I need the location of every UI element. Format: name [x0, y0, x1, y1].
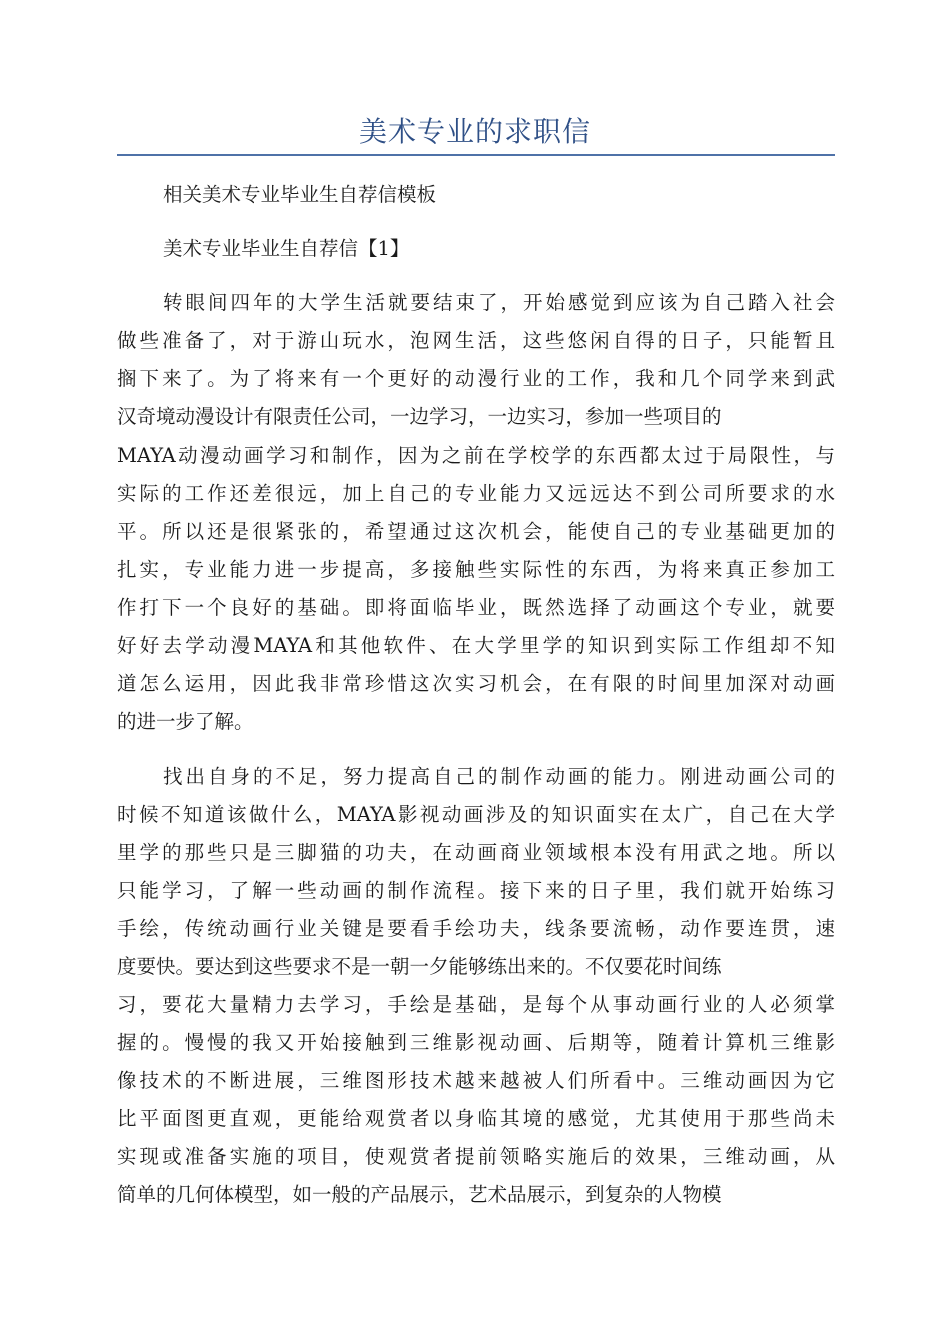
paragraph-line: 做些准备了，对于游山玩水，泡网生活，这些悠闲自得的日子，只能暂且 [117, 329, 835, 352]
paragraph-line: 简单的几何体模型，如一般的产品展示，艺术品展示，到复杂的人物模 [117, 1183, 722, 1206]
paragraph-line: 比平面图更直观，更能给观赏者以身临其境的感觉，尤其使用于那些尚未 [117, 1107, 835, 1130]
paragraph-line: MAYA动漫动画学习和制作，因为之前在学校学的东西都太过于局限性，与 [117, 444, 835, 467]
paragraph-line: 度要快。要达到这些要求不是一朝一夕能够练出来的。不仅要花时间练 [117, 955, 722, 978]
title-underline [117, 154, 835, 156]
paragraph-line: 找出自身的不足，努力提高自己的制作动画的能力。刚进动画公司的 [163, 765, 835, 788]
paragraph-line: 转眼间四年的大学生活就要结束了，开始感觉到应该为自己踏入社会 [163, 291, 835, 314]
paragraph-line: 里学的那些只是三脚猫的功夫，在动画商业领域根本没有用武之地。所以 [117, 841, 835, 864]
paragraph-line: 搁下来了。为了将来有一个更好的动漫行业的工作，我和几个同学来到武 [117, 367, 835, 390]
paragraph-line: 手绘，传统动画行业关键是要看手绘功夫，线条要流畅，动作要连贯，速 [117, 917, 835, 940]
paragraph-line: 实际的工作还差很远，加上自己的专业能力又远远达不到公司所要求的水 [117, 482, 835, 505]
paragraph-line: 像技术的不断进展，三维图形技术越来越被人们所看中。三维动画因为它 [117, 1069, 835, 1092]
subheading-template: 相关美术专业毕业生自荐信模板 [163, 183, 437, 206]
paragraph-line: 实现或准备实施的项目，使观赏者提前领略实施后的效果，三维动画，从 [117, 1145, 835, 1168]
paragraph-line: 好好去学动漫MAYA和其他软件、在大学里学的知识到实际工作组却不知 [117, 634, 835, 657]
paragraph-line: 平。所以还是很紧张的，希望通过这次机会，能使自己的专业基础更加的 [117, 520, 835, 543]
paragraph-line: 道怎么运用，因此我非常珍惜这次实习机会，在有限的时间里加深对动画 [117, 672, 835, 695]
paragraph-line: 扎实，专业能力进一步提高，多接触些实际性的东西，为将来真正参加工 [117, 558, 835, 581]
subheading-letter-1: 美术专业毕业生自荐信【1】 [163, 237, 410, 260]
document-title: 美术专业的求职信 [358, 115, 591, 148]
paragraph-line: 汉奇境动漫设计有限责任公司，一边学习，一边实习，参加一些项目的 [117, 405, 722, 428]
paragraph-line: 握的。慢慢的我又开始接触到三维影视动画、后期等，随着计算机三维影 [117, 1031, 835, 1054]
paragraph-line: 时候不知道该做什么，MAYA影视动画涉及的知识面实在太广，自己在大学 [117, 803, 835, 826]
paragraph-line: 的进一步了解。 [117, 710, 254, 733]
paragraph-line: 作打下一个良好的基础。即将面临毕业，既然选择了动画这个专业，就要 [117, 596, 835, 619]
paragraph-line: 只能学习，了解一些动画的制作流程。接下来的日子里，我们就开始练习 [117, 879, 835, 902]
paragraph-line: 习，要花大量精力去学习，手绘是基础，是每个从事动画行业的人必须掌 [117, 993, 835, 1016]
